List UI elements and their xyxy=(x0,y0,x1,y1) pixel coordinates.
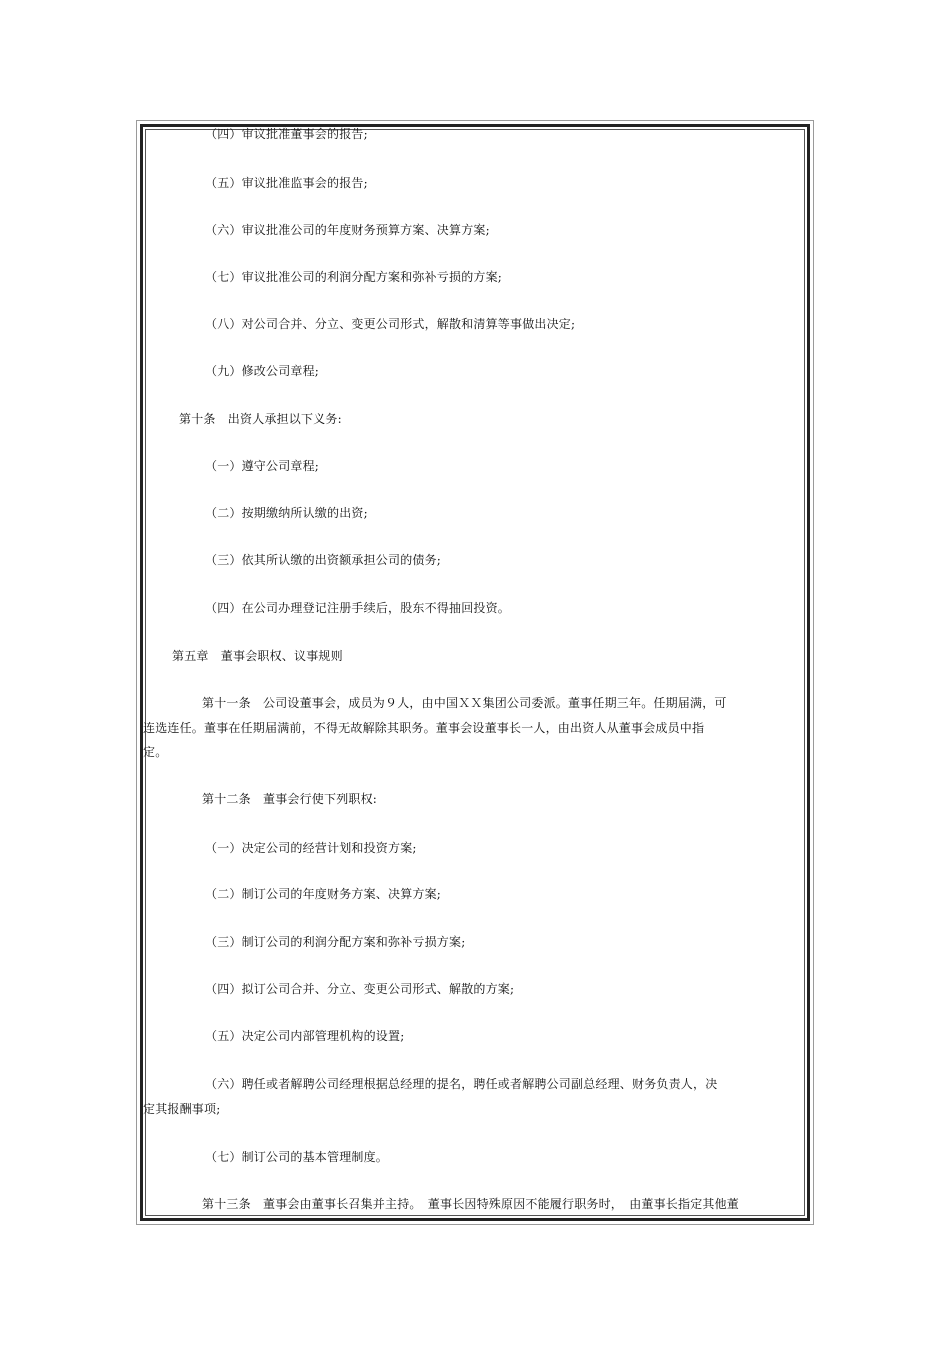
article-text: 第十一条 公司设董事会，成员为９人，由中国ＸＸ集团公司委派。董事任期三年。任期届满，可 xyxy=(202,696,727,710)
clause-item: （六）聘任或者解聘公司经理根据总经理的提名，聘任或者解聘公司副总经理、财务负责人，决 xyxy=(205,1077,718,1091)
clause-item: （五）决定公司内部管理机构的设置; xyxy=(205,1029,405,1043)
clause-item: （一）遵守公司章程; xyxy=(205,459,320,473)
clause-item: （四）拟订公司合并、分立、变更公司形式、解散的方案; xyxy=(205,982,515,996)
article-heading: 第十条 出资人承担以下义务: xyxy=(179,412,342,426)
clause-item: （一）决定公司的经营计划和投资方案; xyxy=(205,841,417,855)
clause-item: （六）审议批准公司的年度财务预算方案、决算方案; xyxy=(205,223,490,237)
clause-item: 定其报酬事项; xyxy=(143,1102,221,1116)
clause-item: （二）制订公司的年度财务方案、决算方案; xyxy=(205,887,442,901)
clause-item: （七）制订公司的基本管理制度。 xyxy=(205,1150,389,1164)
clause-item: （七）审议批准公司的利润分配方案和弥补亏损的方案; xyxy=(205,270,503,284)
clause-item: （三）依其所认缴的出资额承担公司的债务; xyxy=(205,553,442,567)
clause-item: （八）对公司合并、分立、变更公司形式，解散和清算等事做出决定; xyxy=(205,317,576,331)
article-heading: 第十二条 董事会行使下列职权: xyxy=(202,792,378,806)
clause-item: （四）审议批准董事会的报告; xyxy=(205,127,368,141)
article-text: 定。 xyxy=(143,745,168,759)
article-text: 连选连任。董事在任期届满前，不得无故解除其职务。董事会设董事长一人，由出资人从董事会成员中指 xyxy=(143,721,705,735)
clause-item: （九）修改公司章程; xyxy=(205,364,320,378)
clause-item: （三）制订公司的利润分配方案和弥补亏损方案; xyxy=(205,935,466,949)
chapter-heading: 第五章 董事会职权、议事规则 xyxy=(172,649,343,663)
clause-item: （四）在公司办理登记注册手续后，股东不得抽回投资。 xyxy=(205,601,511,615)
clause-item: （五）审议批准监事会的报告; xyxy=(205,176,368,190)
article-text: 第十三条 董事会由董事长召集并主持。 董事长因特殊原因不能履行职务时， 由董事长指定其他董 xyxy=(202,1197,740,1211)
clause-item: （二）按期缴纳所认缴的出资; xyxy=(205,506,368,520)
